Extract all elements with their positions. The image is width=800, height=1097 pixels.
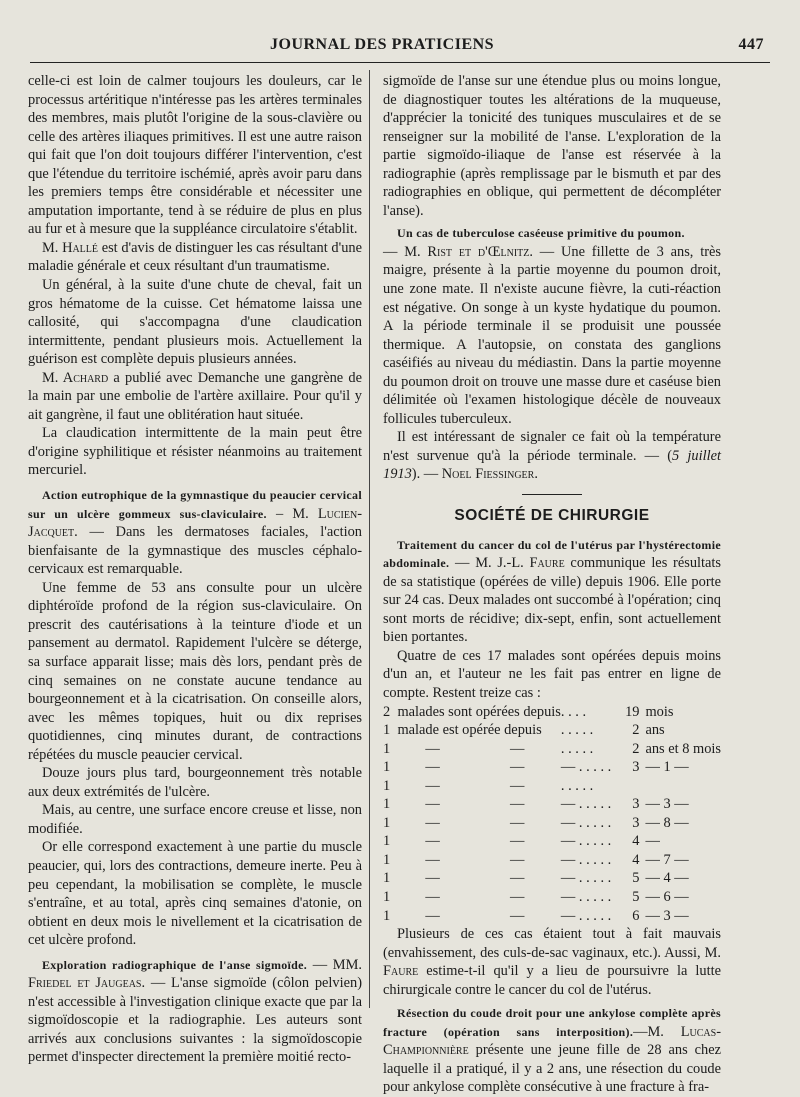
table-cell: — — [510, 888, 525, 905]
paragraph-text: . — Une fillette de 3 ans, très maigre, présente à la partie moyenne du poumon droit, une zone mate. Il n'existe aucune fièvre, la cuti-réaction est négative. On songe à un kyste hydatique du poumon. A la période terminale il se produisit une poussée thermique. A l'autopsie, on constata des ganglions caséifiés au niveau du médiastin. Dans la partie moyenne du poumon droit on trouve une masse dure et caséuse bien délimitée où l'examen histologique décèle de nouveaux follicules tuberculeux. — [383, 243, 721, 427]
table-cell: 19 — [625, 703, 640, 720]
table-cell: 1 — [383, 833, 391, 850]
table-cell: . . . . — [560, 703, 587, 720]
table-cell: malades sont opérées depuis — [397, 703, 561, 720]
author-name: — M. Rist et d'Œlnitz — [383, 243, 530, 260]
table-cell: 1 — [383, 740, 391, 757]
table-cell: 3 — [632, 796, 640, 813]
table-cell: 1 — [383, 870, 391, 887]
table-cell: 5 — [632, 888, 640, 905]
paragraph-text: présente une jeune fille de 28 ans chez laquelle il a pratiqué, il y a 2 ans, une résection du coude pour ankylose complète consécutive à une fracture à fra- — [383, 1042, 721, 1096]
table-cell: 2 — [383, 703, 391, 720]
date: 5 juillet 1913 — [383, 447, 721, 483]
table-cell: 1 — [383, 777, 391, 794]
table-cell: — 7 — — [645, 851, 689, 868]
section-entry — [383, 224, 721, 428]
table-cell: 2 — [632, 722, 640, 739]
paragraph-text: estime-t-il qu'il y a lieu de poursuivre la lutte chirurgicale contre le cancer du col de l'utérus. — [383, 963, 721, 998]
table-cell: — — [645, 833, 660, 850]
table-cell: — — [425, 833, 440, 850]
table-cell: 5 — [632, 870, 640, 887]
section-entry — [28, 486, 362, 579]
section-heading: Exploration radiographique de l'anse sigmoïde. — [42, 957, 308, 972]
table-cell: — — [510, 740, 525, 757]
paragraph: Un général, à la suite d'une chute de cheval, fait un gros hématome de la cuisse. Cet hématome laissa une callosité, qui s'accompagna d'une claudication intermittente, pendant plusieurs mois. Actuellement la guérison est complète depuis plusieurs années. — [28, 277, 362, 368]
table-cell: — — [425, 814, 440, 831]
table-row — [383, 851, 721, 870]
paragraph: La claudication intermittente de la main peut être d'origine syphilitique et résister néanmoins au traitement mercuriel. — [28, 425, 362, 479]
table-row — [383, 832, 721, 851]
section-heading: Traitement du cancer du col de l'utérus par l'hystérectomie abdominale. — [383, 537, 721, 571]
table-cell: — . . . . . — [560, 814, 612, 831]
table-cell: — — [510, 851, 525, 868]
table-cell: 1 — [383, 907, 391, 924]
paragraph: celle-ci est loin de calmer toujours les douleurs, car le processus artéritique n'intéresse pas les artères terminales des membres, mais plutôt l'origine de la sous-clavière ou celle des artères iliaques primitives. Il est une autre raison qui fait que l'on doit toujours différer l'intervention, c'est que l'étendue du territoire ischémié, après avoir paru dans les premiers temps être considérable et nécessiter une amputation importante, tend à se réduire de plus en plus au fur et à mesure que la suppléance circulatoire s'établit. — [28, 73, 362, 238]
table-cell: — — [425, 870, 440, 887]
paragraph: Une femme de 53 ans consulte pour un ulcère diphtéroïde profond de la région sus-claviculaire. On prescrit des cautérisations à la teinture d'iode et un pansement au dermatol. Rapidement l'ulcère se déterge, sa surface apparait lisse; mais dès lors, pendant près de cinq semaines on ne constate aucune tendance au bourgeonnement et à la cicatrisation. On conseille alors, avec les mêmes topiques, huit ou dix reprises quotidiennes, cinq minutes durant, de contractions répétées du muscle peaucier cervical. — [28, 579, 362, 763]
paragraph: Quatre de ces 17 malades sont opérées depuis moins d'un an, et l'auteur ne les fait pas entrer en ligne de compte. Restent treize cas : — [383, 647, 721, 701]
table-cell: — 6 — — [645, 888, 689, 905]
paragraph: Or elle correspond exactement à une partie du muscle peaucier, qui, lors des contractions, demeure inerte. Peu à peu cependant, la mobilisation se complète, le muscle s'entraîne, et au total, après cinq semaines d'atonie, on obtient en deux mois le nivellement et la cicatrisation de cet ulcère profond. — [28, 839, 362, 949]
table-row — [383, 888, 721, 907]
signature: — Noel Fiessinger. — [423, 466, 538, 483]
table-row — [383, 795, 721, 814]
column-divider — [369, 70, 370, 1008]
author-name: —M. Lucas-Championnière — [383, 1023, 721, 1059]
table-cell: — . . . . . — [560, 870, 612, 887]
section-entry — [383, 1004, 721, 1097]
author-name: M. Faure — [383, 944, 721, 980]
paragraph — [28, 369, 362, 425]
right-column — [383, 72, 721, 1097]
dash: — — [307, 956, 333, 973]
table-cell: — — [425, 888, 440, 905]
table-cell: — — [510, 833, 525, 850]
page-number: 447 — [738, 36, 764, 53]
running-head — [30, 36, 770, 56]
paragraph-text: a publié avec Demanche une gangrène de la main par une embolie de l'artère axillaire. Pour qu'il y ait gangrène, il faut une oblitération haut située. — [28, 369, 362, 423]
table-cell: 1 — [383, 722, 391, 739]
table-row — [383, 814, 721, 833]
section-heading: Un cas de tuberculose caséeuse primitive du poumon. — [397, 226, 685, 241]
journal-title: JOURNAL DES PRATICIENS — [270, 36, 495, 53]
table-cell: — — [510, 870, 525, 887]
author-name: MM. Friedel et Jaugeas — [28, 956, 362, 992]
section-rule — [522, 494, 582, 495]
table-cell: — . . . . . — [560, 907, 612, 924]
table-cell — [624, 777, 640, 796]
table-cell: 6 — [632, 907, 640, 924]
table-cell: — — [425, 777, 440, 794]
table-cell: — . . . . . — [560, 888, 612, 905]
left-column — [28, 72, 362, 1067]
table-cell: — . . . . . — [560, 851, 612, 868]
table-row — [383, 758, 721, 777]
paragraph-text: Il est intéressant de signaler ce fait où la température n'est survenue qu'à la période terminale. — ( — [383, 429, 721, 464]
table-cell: — — [510, 907, 525, 924]
table-cell: . . . . . — [560, 777, 594, 794]
paragraph — [28, 239, 362, 276]
table-cell: — . . . . . — [560, 833, 612, 850]
table-cell: — — [425, 907, 440, 924]
table-cell: 4 — [632, 851, 640, 868]
table-cell: 2 — [632, 740, 640, 757]
table-cell: . . . . . — [560, 740, 594, 757]
table-cell: . . . . . — [560, 722, 594, 739]
section-heading: Résection du coude droit pour une ankylose complète après fracture (opération sans interposition). — [383, 1006, 721, 1039]
paragraph-text: Plusieurs de ces cas étaient tout à fait mauvais (envahissement, des culs-de-sac vaginaux, etc.). Aussi, — [383, 926, 721, 961]
dash: – — [266, 505, 293, 522]
table-cell: — 3 — — [645, 907, 689, 924]
section-heading: Action eutrophique de la gymnastique du peaucier cervical sur un ulcère gommeux sus-claviculaire. — [28, 488, 362, 521]
paragraph-text: . — L'anse sigmoïde (côlon pelvien) n'est accessible à l'investigation clinique exacte que par la sigmoïdoscopie et la radiographie. Les auteurs sont arrivés aux conclusions suivantes : la sigmoïdoscopie permet d'inspecter directement la première moitié recto- — [28, 975, 362, 1066]
table-cell: malade est opérée depuis — [397, 722, 542, 739]
table-cell: — — [510, 796, 525, 813]
table-cell: — — [425, 759, 440, 776]
table-cell — [639, 777, 721, 796]
table-cell: — — [510, 814, 525, 831]
table-cell: 3 — [632, 814, 640, 831]
table-row — [383, 777, 721, 796]
author-name: M. Lucien-Jacquet — [28, 505, 362, 541]
paragraph — [383, 428, 721, 484]
table-cell: — . . . . . — [560, 796, 612, 813]
table-row — [383, 907, 721, 926]
table-cell: 1 — [383, 796, 391, 813]
paragraph: Mais, au centre, une surface encore creuse et lisse, non modifiée. — [28, 802, 362, 837]
table-cell: — — [510, 759, 525, 776]
table-cell: 1 — [383, 851, 391, 868]
table-cell: mois — [645, 703, 674, 720]
statistics-table — [383, 703, 721, 926]
table-row — [383, 740, 721, 759]
table-row — [383, 869, 721, 888]
author-name: M. Achard — [42, 369, 109, 386]
table-cell: 1 — [383, 814, 391, 831]
table-row — [383, 703, 721, 722]
paragraph — [383, 925, 721, 999]
paragraph-text: . — Dans les dermatoses faciales, l'action bienfaisante de la gymnastique des muscles céphalo-cervicaux est remarquable. — [28, 524, 362, 578]
table-cell: 3 — [632, 759, 640, 776]
table-cell: — — [510, 777, 525, 794]
table-cell: ans — [645, 722, 665, 739]
paragraph: sigmoïde de l'anse sur une étendue plus ou moins longue, de diagnostiquer toutes les altérations de la muqueuse, d'apprécier la tonicité des tuniques musculaires et de se renseigner sur la mobilité de l'anse. L'exploration de la partie sigmoïdo-iliaque de l'anse est réservée à la radiographie (après remplissage par le bismuth et par des radiographies en oblique, qui permettent de décompléter l'anse). — [383, 73, 721, 219]
table-cell: 1 — [383, 888, 391, 905]
table-cell: — 8 — — [645, 814, 689, 831]
section-entry — [383, 536, 721, 647]
author-name: — M. J.-L. Faure — [449, 555, 565, 572]
table-cell: ans et 8 mois — [645, 740, 721, 757]
table-cell: 4 — [632, 833, 640, 850]
table-cell: — 3 — — [645, 796, 689, 813]
paragraph-text: est d'avis de distinguer les cas résultant d'une maladie générale et ceux résultant d'un traumatisme. — [28, 239, 362, 275]
section-entry — [28, 956, 362, 1067]
table-cell: — 4 — — [645, 870, 689, 887]
paragraph: Douze jours plus tard, bourgeonnement très notable aux deux extrémités de l'ulcère. — [28, 765, 362, 800]
table-row — [383, 721, 721, 740]
paragraph-text: communique les résultats de sa statistique (opérées de ville) depuis 1906. Elle porte sur 24 cas. Deux malades ont succombé à l'opération; cinq sont morts de récidive; dix-sept, enfin, sont actuellement bien portantes. — [383, 555, 722, 646]
header-rule — [30, 62, 770, 63]
table-cell: — — [425, 851, 440, 868]
society-title: SOCIÉTÉ DE CHIRURGIE — [454, 507, 650, 525]
paragraph-text: ). — [411, 466, 421, 483]
table-cell: — 1 — — [645, 759, 689, 776]
table-cell: — . . . . . — [560, 759, 612, 776]
table-cell: — — [425, 796, 440, 813]
author-name: M. Hallé — [42, 239, 99, 256]
table-cell: 1 — [383, 759, 391, 776]
table-cell: — — [425, 740, 440, 757]
